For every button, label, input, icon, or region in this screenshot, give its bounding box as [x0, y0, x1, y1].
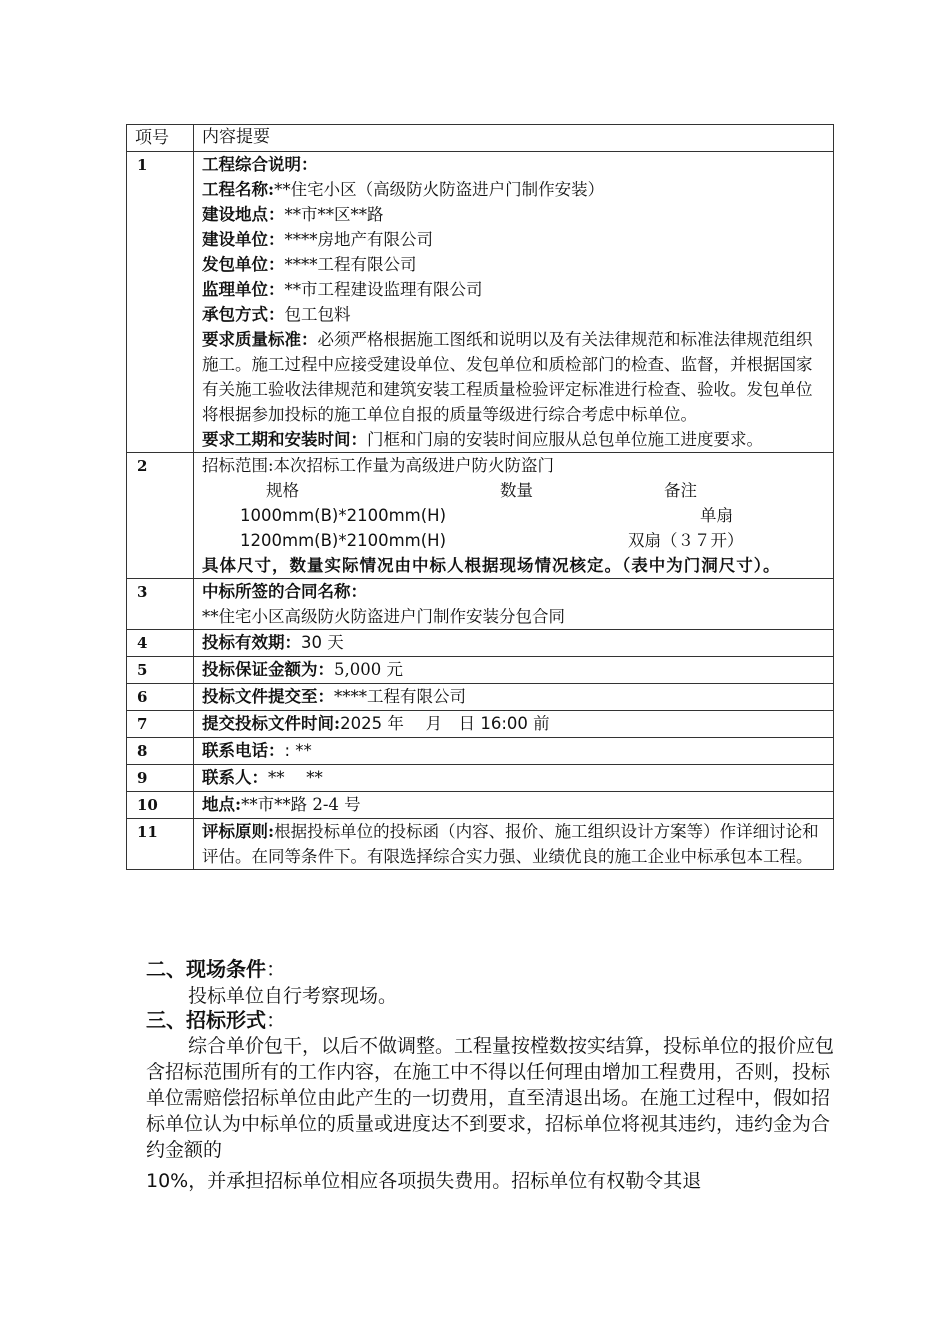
- scope-item-spec: 1000mm(B)*2100mm(H): [240, 506, 447, 525]
- field-value: ****工程有限公司: [334, 687, 466, 706]
- field-value: **住宅小区（高级防火防盗进户门制作安装）: [274, 180, 605, 199]
- scope-item: [202, 503, 825, 528]
- field-label: 地点:: [202, 795, 242, 814]
- table-row: [127, 453, 834, 579]
- row-number: 5: [127, 657, 194, 684]
- field-label: 建设地点：: [202, 205, 285, 224]
- scope-remark: 具体尺寸，数量实际情况由中标人根据现场情况核定。（表中为门洞尺寸）。: [202, 556, 781, 575]
- tender-summary-table: [126, 124, 834, 870]
- field-value: 根据投标单位的投标函（内容、报价、施工组织设计方案等）作详细讨论和评估。在同等条件下。有限选择综合实力强、业绩优良的施工企业中标承包本工程。: [202, 822, 819, 866]
- row-number: 11: [127, 819, 194, 870]
- table-row: [127, 738, 834, 765]
- section-colon: ：: [266, 1008, 286, 1032]
- section-heading-tender-form: [146, 1007, 286, 1033]
- row-number: 4: [127, 630, 194, 657]
- table-row: [127, 630, 834, 657]
- row-content: [194, 711, 834, 738]
- scope-item-note: 单扇: [700, 506, 733, 525]
- row-content: [194, 630, 834, 657]
- table-row: [127, 765, 834, 792]
- table-row: [127, 792, 834, 819]
- field-value: 包工包料: [284, 305, 351, 324]
- col-note-heading: 备注: [664, 481, 697, 500]
- field-value: 2025 年 月 日 16:00 前: [340, 714, 550, 733]
- field-label: 投标有效期：: [202, 633, 301, 652]
- penalty-percent: 10%: [146, 1170, 189, 1192]
- row-number: 7: [127, 711, 194, 738]
- table-row: [127, 579, 834, 630]
- tender-form-text: 综合单价包干，以后不做调整。工程量按樘数按实结算，投标单位的报价应包含招标范围所有的工作内容，在施工中不得以任何理由增加工程费用，否则，投标单位需赔偿招标单位由此产生的一切费用，直至清退出场。在施工过程中，假如招标单位认为中标单位的质量或进度达不到要求，招标单位将视其违约，违约金为合约金额的: [146, 1035, 835, 1161]
- header-item-number: 项号: [127, 125, 194, 152]
- row-content: [194, 684, 834, 711]
- quality-standard-label: 要求质量标准：: [202, 330, 318, 349]
- table-row: [127, 657, 834, 684]
- field-value: ****房地产有限公司: [284, 230, 433, 249]
- schedule-label: 要求工期和安装时间：: [202, 430, 367, 449]
- field-label: 监理单位：: [202, 280, 285, 299]
- scope-item-spec: 1200mm(B)*2100mm(H): [240, 531, 447, 550]
- field-value: ****工程有限公司: [284, 255, 417, 274]
- scope-item-note: 双扇（３７开）: [628, 531, 744, 550]
- field-label: 评标原则:: [202, 822, 275, 841]
- section-title: 二、现场条件: [146, 957, 266, 981]
- table-row: [127, 684, 834, 711]
- section-title: 三、招标形式: [146, 1008, 266, 1032]
- row-number: 3: [127, 579, 194, 630]
- field-label: 发包单位：: [202, 255, 285, 274]
- field-value: 5,000 元: [334, 660, 403, 679]
- section-colon: ：: [266, 957, 286, 981]
- row-number: 1: [127, 152, 194, 453]
- row-content: [194, 792, 834, 819]
- field-label: 联系人：: [202, 768, 268, 787]
- field-value: **市**路 2-4 号: [241, 795, 361, 814]
- row-content: [194, 738, 834, 765]
- field-label: 联系电话：: [202, 741, 285, 760]
- section-heading-site-conditions: [146, 956, 286, 982]
- row-number: 10: [127, 792, 194, 819]
- tender-form-text-continued: [146, 1168, 836, 1194]
- field-label: 建设单位：: [202, 230, 285, 249]
- quality-standard-text: 必须严格根据施工图纸和说明以及有关法律规范和标准法律规范组织施工。施工过程中应接受建设单位、发包单位和质检部门的检查、监督，并根据国家有关施工验收法律规范和建筑安装工程质量检验评定标准进行检查、验收。发包单位将根据参加投标的施工单位自报的质量等级进行综合考虑中标单位。: [202, 330, 813, 424]
- field-value: : **: [284, 741, 312, 760]
- scope-intro: 招标范围:本次招标工作量为高级进户防火防盗门: [202, 456, 555, 475]
- table-row: [127, 819, 834, 870]
- row-number: 2: [127, 453, 194, 579]
- row-number: 9: [127, 765, 194, 792]
- col-spec-heading: 规格: [266, 481, 299, 500]
- site-conditions-text: 投标单位自行考察现场。: [188, 985, 398, 1007]
- field-value: ** **: [268, 768, 323, 787]
- row-content: [194, 152, 834, 453]
- field-value: **市工程建设监理有限公司: [284, 280, 483, 299]
- row-number: 6: [127, 684, 194, 711]
- field-value: 30 天: [301, 633, 344, 652]
- row-content: [194, 579, 834, 630]
- field-label: 提交投标文件时间:: [202, 714, 341, 733]
- header-content-summary: 内容提要: [194, 125, 834, 152]
- table-header-row: [127, 125, 834, 152]
- field-label: 投标保证金额为：: [202, 660, 334, 679]
- row-content: [194, 819, 834, 870]
- scope-item: [202, 528, 825, 553]
- row-number: 8: [127, 738, 194, 765]
- field-label: 承包方式：: [202, 305, 285, 324]
- col-qty-heading: 数量: [500, 481, 533, 500]
- field-label: 投标文件提交至：: [202, 687, 334, 706]
- table-row: [127, 711, 834, 738]
- field-value: **市**区**路: [284, 205, 384, 224]
- project-overview-title: 工程综合说明：: [202, 155, 318, 174]
- row-content: [194, 657, 834, 684]
- penalty-text: ，并承担招标单位相应各项损失费用。招标单位有权勒令其退: [188, 1170, 702, 1192]
- field-label: 工程名称:: [202, 180, 275, 199]
- row-content: [194, 453, 834, 579]
- contract-name-value: **住宅小区高级防火防盗进户门制作安装分包合同: [202, 607, 565, 626]
- row-content: [194, 765, 834, 792]
- table-row: [127, 152, 834, 453]
- schedule-text: 门框和门扇的安装时间应服从总包单位施工进度要求。: [367, 430, 763, 449]
- contract-name-label: 中标所签的合同名称：: [202, 582, 367, 601]
- scope-columns: [202, 478, 825, 503]
